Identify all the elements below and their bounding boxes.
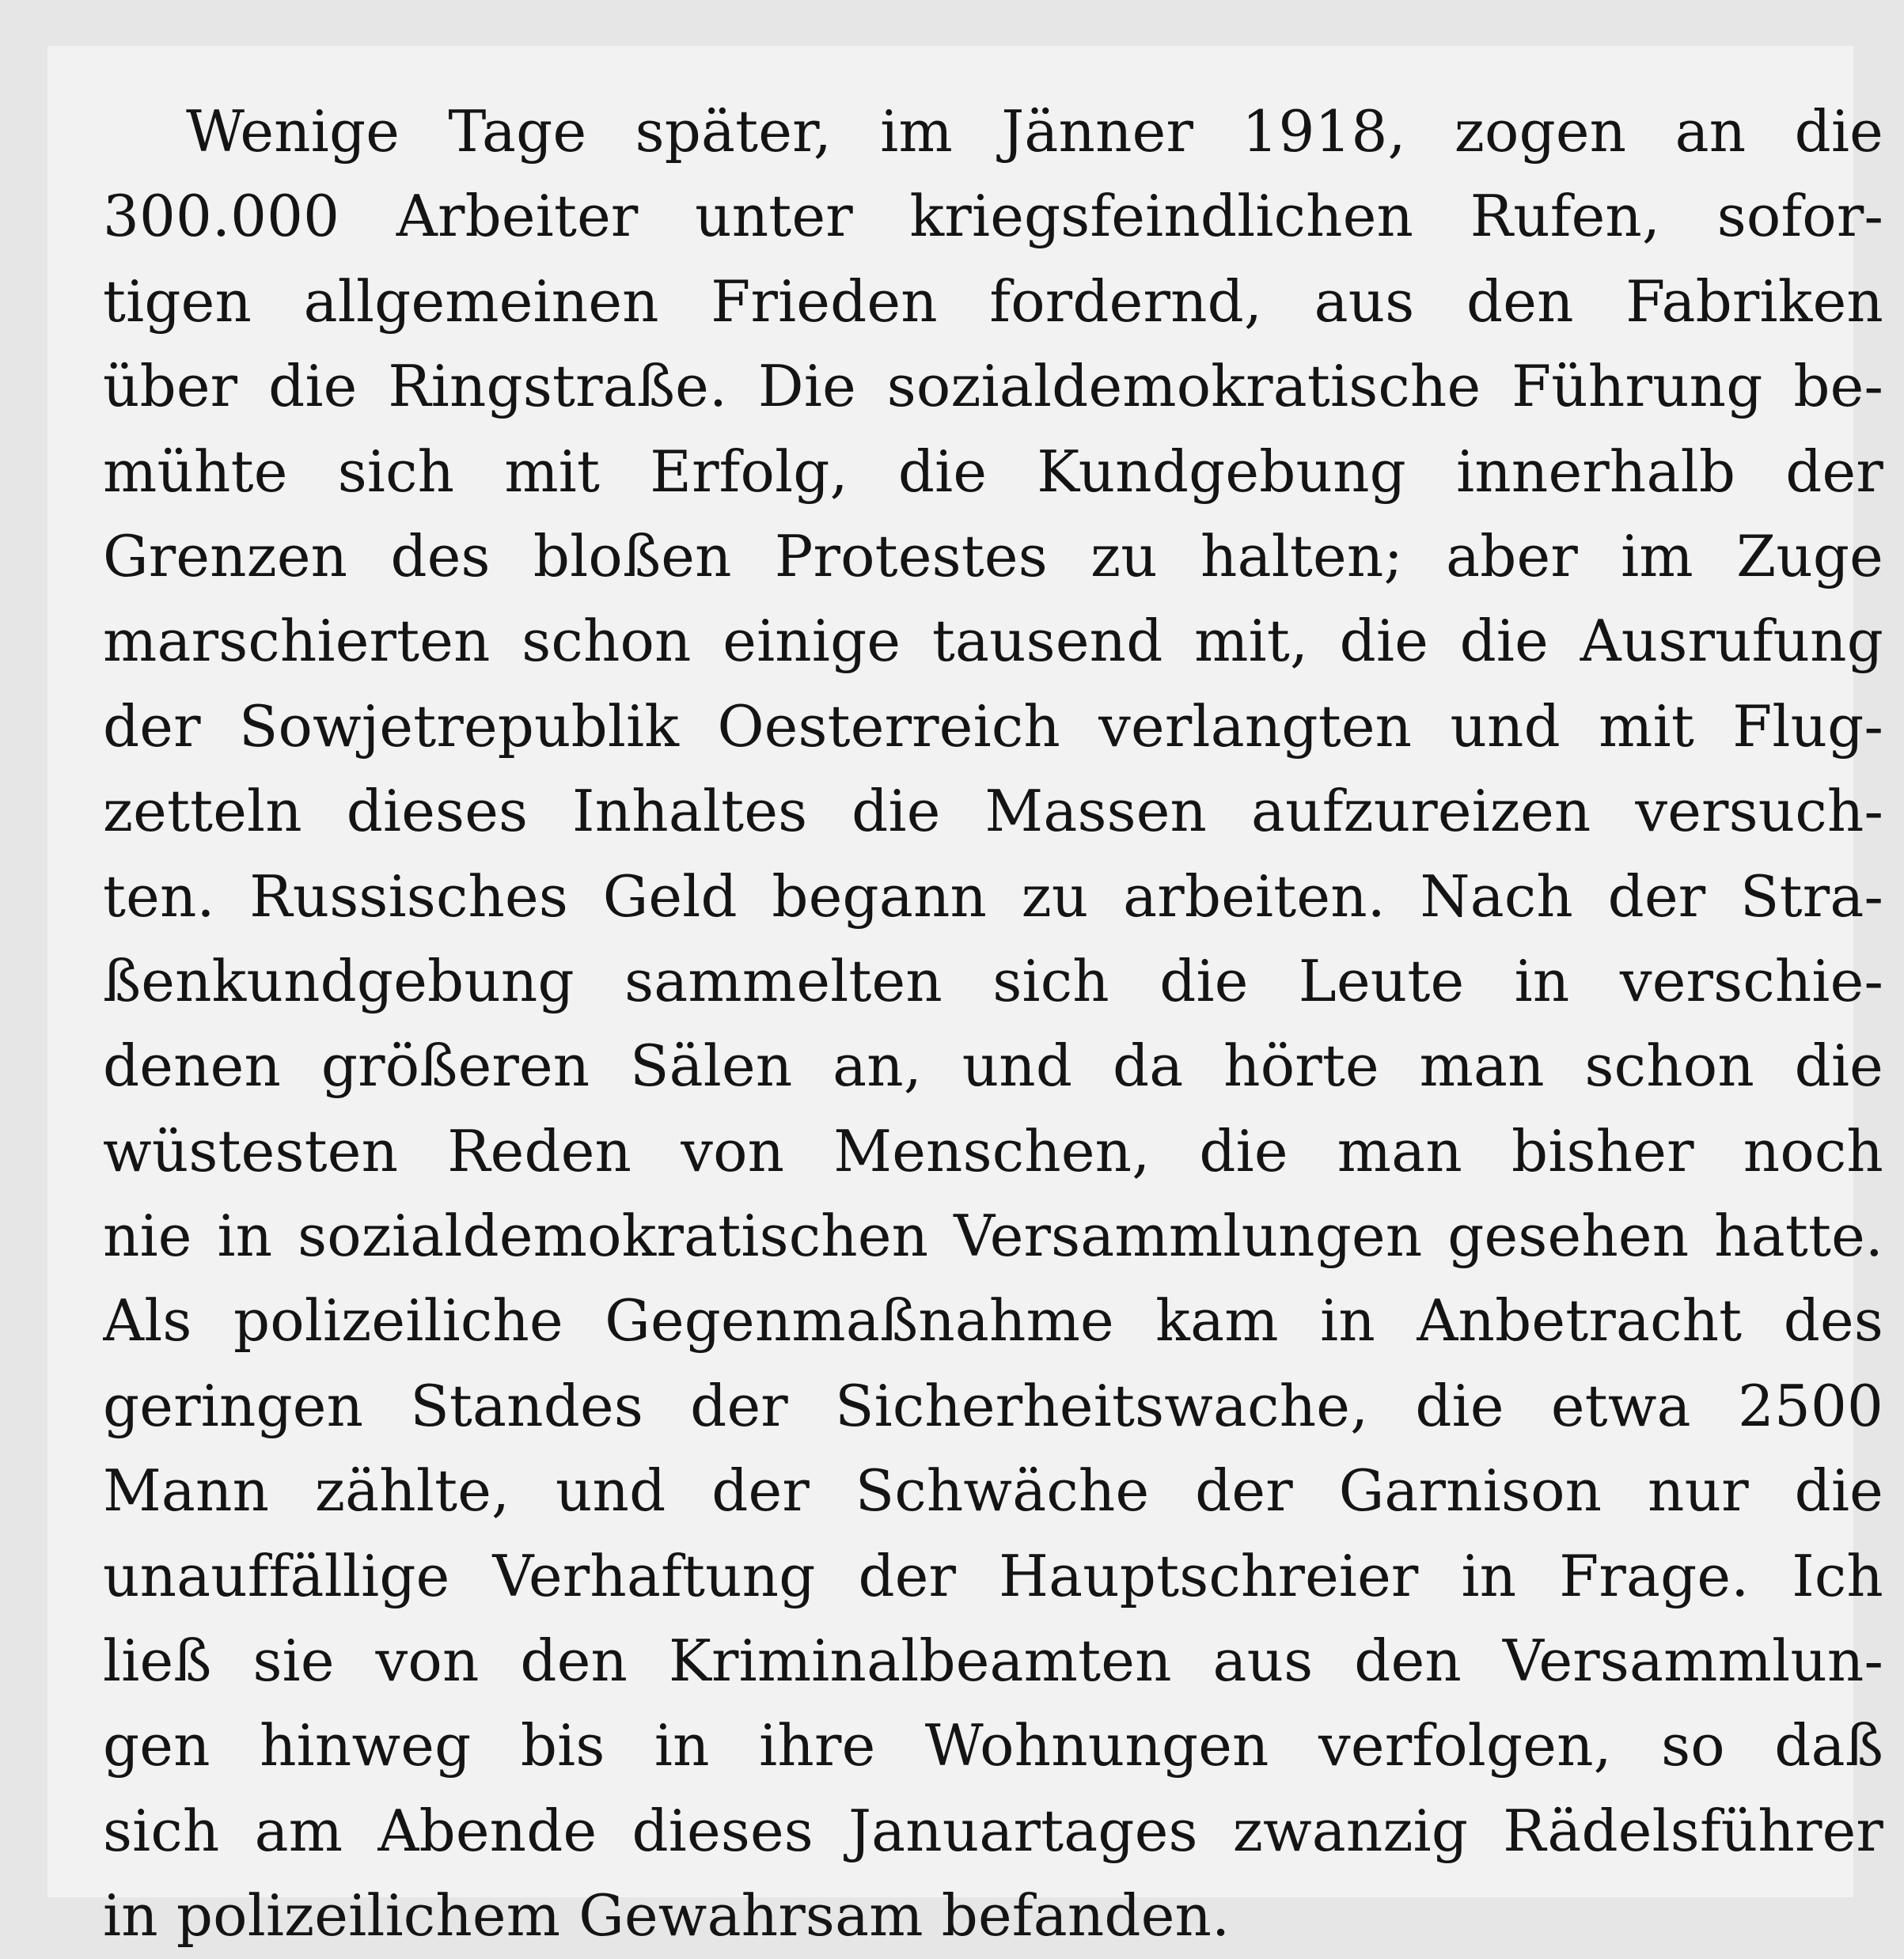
text-line-19: ließ sie von den Kriminalbeamten aus den Versammlun- (103, 1627, 1883, 1695)
text-line-12: denen größeren Sälen an, und da hörte man schon die (103, 1033, 1883, 1100)
text-line-2: 300.000 Arbeiter unter kriegsfeindlichen Rufen, sofor- (103, 183, 1883, 250)
text-line-17: Mann zählte, und der Schwäche der Garnison nur die (103, 1457, 1883, 1525)
scanned-page (47, 46, 1883, 1950)
text-line-20: gen hinweg bis in ihre Wohnungen verfolgen, so daß (103, 1712, 1883, 1779)
text-line-7: marschierten schon einige tausend mit, die die Ausrufung (103, 608, 1883, 675)
text-line-15: Als polizeiliche Gegenmaßnahme kam in Anbetracht des (103, 1287, 1883, 1355)
text-line-3: tigen allgemeinen Frieden fordernd, aus den Fabriken (103, 267, 1883, 335)
paragraph (103, 89, 1883, 1959)
text-line-6: Grenzen des bloßen Protestes zu halten; aber im Zuge (103, 522, 1883, 589)
text-line-18: unauffällige Verhaftung der Hauptschreier in Frage. Ich (103, 1542, 1883, 1609)
text-line-13: wüstesten Reden von Menschen, die man bisher noch (103, 1117, 1883, 1184)
text-line-16: geringen Standes der Sicherheitswache, die etwa 2500 (103, 1372, 1883, 1439)
text-line-8: der Sowjetrepublik Oesterreich verlangten und mit Flug- (103, 692, 1883, 760)
text-line-10: ten. Russisches Geld begann zu arbeiten. Nach der Stra- (103, 862, 1883, 930)
text-line-5: mühte sich mit Erfolg, die Kundgebung innerhalb der (103, 438, 1883, 505)
text-line-1: Wenige Tage später, im Jänner 1918, zogen an die (186, 98, 1883, 165)
text-line-21: sich am Abende dieses Januartages zwanzig Rädelsführer (103, 1797, 1883, 1864)
text-line-14: nie in sozialdemokratischen Versammlungen gesehen hatte. (103, 1203, 1883, 1270)
text-line-4: über die Ringstraße. Die sozialdemokratische Führung be- (103, 353, 1883, 420)
text-line-22: in polizeilichem Gewahrsam befanden. (103, 1882, 1231, 1950)
text-line-11: ßenkundgebung sammelten sich die Leute in verschie- (103, 947, 1883, 1014)
text-line-9: zetteln dieses Inhaltes die Massen aufzureizen versuch- (103, 778, 1883, 845)
